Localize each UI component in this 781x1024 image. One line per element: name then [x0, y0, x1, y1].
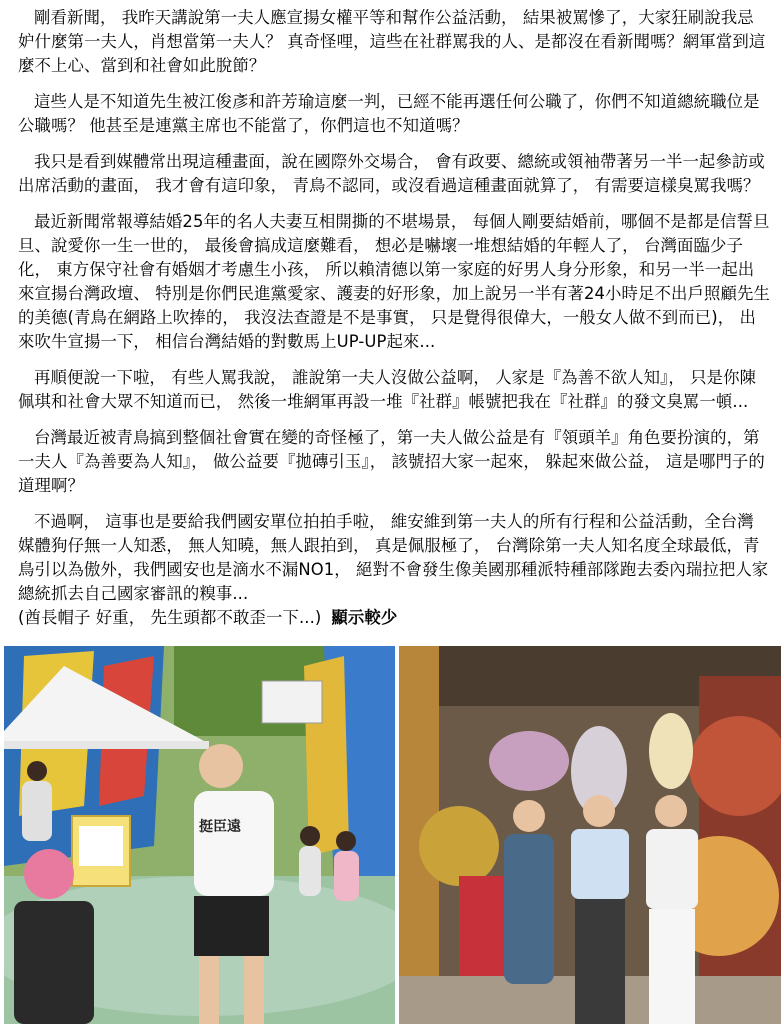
post-paragraph: 再順便說一下啦， 有些人罵我說， 誰說第一夫人沒做公益啊， 人家是『為善不欲人知』， 只是你陳佩琪和社會大眾不知道而已， 然後一堆網軍再設一堆『社群』帳號把我在『社群』的發文臭罵一頓...: [18, 368, 757, 411]
post-photo-waterpark[interactable]: [4, 646, 395, 1024]
post-paragraph: 不過啊， 這事也是要給我們國安單位拍拍手啦， 維安維到第一夫人的所有行程和公益活動，全台灣媒體狗仔無一人知悉， 無人知曉，無人跟拍到， 真是佩服極了， 台灣除第一夫人知名度全球最低，青鳥引以為傲外，我們國安也是滴水不漏NO1， 絕對不會發生像美國那種派特種部隊跑去委內瑞拉把人家總統抓去自己國家審訊的糗事...: [18, 512, 769, 603]
post-paragraph: 台灣最近被青鳥搞到整個社會實在變的奇怪極了，第一夫人做公益是有『領頭羊』角色要扮演的，第一夫人『為善要為人知』， 做公益要『拋磚引玉』， 該號招大家一起來， 躲起來做公益， 這是哪門子的道理啊？: [18, 428, 765, 495]
see-less-button[interactable]: 顯示較少: [331, 608, 398, 627]
photo-grid[interactable]: [4, 646, 781, 1024]
headdress-illustration: [399, 646, 781, 1024]
post-paragraph: 剛看新聞， 我昨天講說第一夫人應宣揚女權平等和幫作公益活動， 結果被罵慘了，大家狂刷說我忌妒什麼第一夫人，肖想當第一夫人？ 真奇怪哩，這些在社群罵我的人、是都沒在看新聞嗎？網軍當到這麼不上心、當到和社會如此脫節？: [18, 8, 766, 75]
shirt-text: 挺臣遠: [199, 819, 241, 835]
post-text: [18, 6, 770, 630]
post-paragraph: 我只是看到媒體常出現這種畫面，說在國際外交場合， 會有政要、總統或領袖帶著另一半一起參訪或出席活動的畫面， 我才會有這印象， 青鳥不認同，或沒看過這種畫面就算了， 有需要這樣臭罵我嗎？: [18, 152, 765, 195]
post-photo-headdress[interactable]: [399, 646, 781, 1024]
post-last-line-text: (酋長帽子 好重， 先生頭都不敢歪一下...): [18, 608, 322, 627]
post-last-line: [18, 606, 770, 630]
post-paragraph: 這些人是不知道先生被江俊彥和許芳瑜這麼一判，已經不能再選任何公職了，你們不知道總統職位是公職嗎？ 他甚至是連黨主席也不能當了，你們這也不知道嗎？: [18, 92, 760, 135]
post-paragraph: 最近新聞常報導結婚25年的名人夫妻互相開撕的不堪場景， 每個人剛要結婚前，哪個不是都是信誓旦旦、說愛你一生一世的， 最後會搞成這麼難看， 想必是嚇壞一堆想結婚的年輕人了， 台灣面臨少子化， 東方保守社會有婚姻才考慮生小孩， 所以賴清德以第一家庭的好男人身分形象，和另一半一起出來宣揚台灣政壇、 特別是你們民進黨愛家、護妻的好形象，加上說另一半有著24小時足不出戶照顧先生的美德(青鳥在網路上吹捧的， 我沒法查證是不是事實， 只是覺得很偉大，一般女人做不到而已)， 出來吹牛宣揚一下， 相信台灣結婚的對數馬上UP-UP起來...: [18, 212, 770, 351]
